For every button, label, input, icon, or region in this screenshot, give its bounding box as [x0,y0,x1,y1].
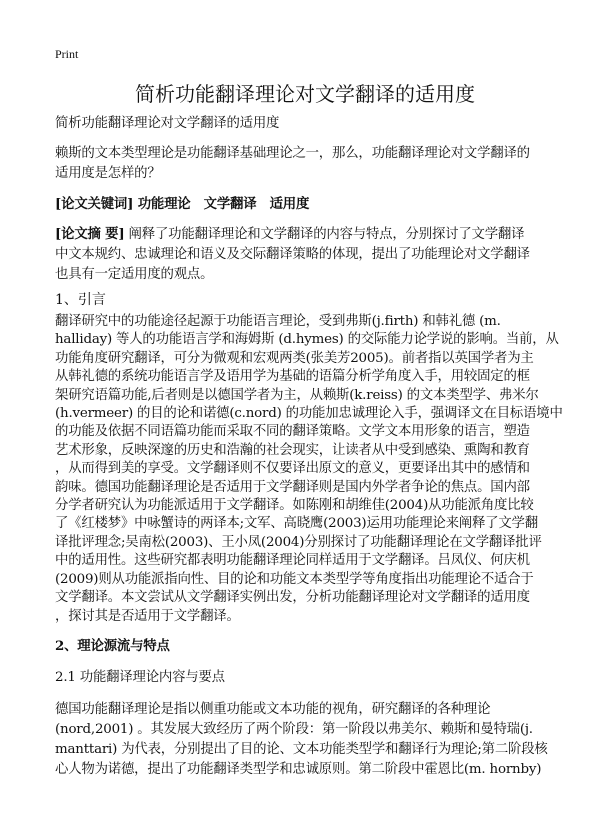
body-line: 翻译研究中的功能途径起源于功能语言理论，受到弗斯(j.firth) 和韩礼德 (m. [55,314,501,329]
body-line: ，从而得到美的享受。文学翻译则不仅要译出原文的意义，更要译出其中的感情和 [55,461,530,477]
body-line: (h.vermeer) 的目的论和诺德(c.nord) 的功能加忠诚理论入手，强调译文在目标语境中 [55,406,563,422]
document-title: 简析功能翻译理论对文学翻译的适用度 [135,82,475,106]
subtitle [55,114,555,134]
section1-heading: 1、引言 [55,292,106,308]
body-line: 了《红楼梦》中咏蟹诗的两译本;文军、高晓鹰(2003)运用功能理论来阐释了文学翻 [55,516,538,532]
body-line: 从韩礼德的系统功能语言学及语用学为基础的语篇分析学角度入手，用较固定的框 [55,369,530,385]
body-line: (nord,2001) 。其发展大致经历了两个阶段：第一阶段以弗美尔、赖斯和曼特瑞(j. [55,721,533,737]
body-line: halliday) 等人的功能语言学和海姆斯 (d.hymes) 的交际能力论学说的影响。当前，从 [55,332,559,348]
print-link[interactable]: Print [55,47,79,61]
body-line: (2009)则从功能派指向性、目的论和功能文本类型学等角度指出功能理论不适合于 [55,571,534,587]
abstract-line: 阐释了功能翻译理论和文学翻译的内容与特点，分别探讨了文学翻译 [124,227,525,242]
abstract-label: [论文摘 要] [55,226,125,242]
keywords-value: 功能理论 文学翻译 适用度 [137,196,310,212]
body-line: ，探讨其是否适用于文学翻译。 [55,608,240,624]
intro-line: 赖斯的文本类型理论是功能翻译基础理论之一，那么，功能翻译理论对文学翻译的 [55,146,530,161]
body-line: 的功能及依据不同语篇功能而采取不同的翻译策略。文学文本用形象的语言，塑造 [55,424,530,440]
body-line: manttari) 为代表，分别提出了目的论、文本功能类型学和翻译行为理论;第二阶段核 [55,741,548,757]
section2-subheading: 2.1 功能翻译理论内容与要点 [55,669,225,685]
subtitle-text: 简析功能翻译理论对文学翻译的适用度 [55,116,280,131]
section2-body [55,700,555,780]
keywords-label: [论文关键词] [55,196,134,212]
keywords [55,194,555,214]
section1-body [55,313,563,626]
abstract-line: 也具有一定适用度的观点。 [55,267,214,282]
body-line: 心人物为诺德，提出了功能翻译类型学和忠诚原则。第二阶段中霍恩比(m. hornby) [55,761,542,777]
intro-line: 适用度是怎样的？ [55,166,161,181]
body-line: 分学者研究认为功能派适用于文学翻译。如陈刚和胡维佳(2004)从功能派角度比较 [55,498,534,514]
abstract-line: 中文本规约、忠诚理论和语义及交际翻译策略的体现，提出了功能理论对文学翻译 [55,247,530,262]
body-line: 韵味。德国功能翻译理论是否适用于文学翻译则是国内外学者争论的焦点。国内部 [55,479,530,495]
body-line: 架研究语篇功能,后者则是以德国学者为主，从赖斯(k.reiss) 的文本类型学、弗米尔 [55,387,539,403]
body-line: 文学翻译。本文尝试从文学翻译实例出发，分析功能翻译理论对文学翻译的适用度 [55,590,530,606]
section2-heading: 2、理论源流与特点 [55,637,170,654]
body-line: 中的适用性。这些研究都表明功能翻译理论同样适用于文学翻译。吕凤仪、何庆机 [55,553,530,569]
intro-paragraph [55,144,555,184]
body-line: 功能角度研究翻译，可分为微观和宏观两类(张美芳2005)。前者指以英国学者为主 [55,350,534,366]
body-line: 德国功能翻译理论是指以侧重功能或文本功能的视角，研究翻译的各种理论 [55,701,491,717]
body-line: 译批评理念;吴南松(2003)、王小凤(2004)分别探讨了功能翻译理论在文学翻译批评 [55,534,542,550]
abstract [55,224,555,285]
body-line: 艺术形象，反映深邃的历史和浩瀚的社会现实，让读者从中受到感染、熏陶和教育 [55,442,530,458]
